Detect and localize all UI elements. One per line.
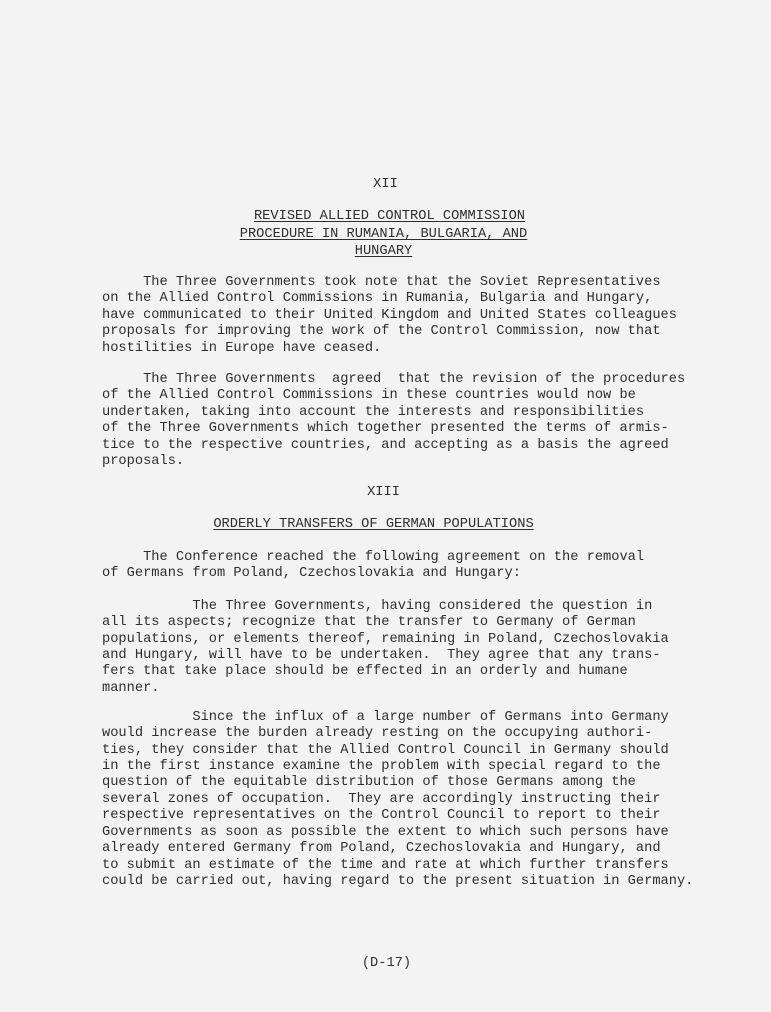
text-line: The Conference reached the following agreement on the removal bbox=[102, 550, 645, 565]
section-xii-heading-line-1: REVISED ALLIED CONTROL COMMISSION bbox=[253, 209, 526, 224]
page-number: (D-17) bbox=[361, 956, 412, 971]
text-line: of the Allied Control Commissions in these countries would now be bbox=[102, 388, 636, 403]
text-line: question of the equitable distribution of those Germans among the bbox=[102, 775, 636, 790]
text-line: The Three Governments took note that the Soviet Representatives bbox=[102, 275, 661, 290]
text-line: proposals. bbox=[102, 454, 185, 469]
text-line: Governments as soon as possible the extent to which such persons have bbox=[102, 825, 669, 840]
text-line: would increase the burden already resting on the occupying authori- bbox=[102, 726, 653, 741]
text-line: of the Three Governments which together presented the terms of armis- bbox=[102, 421, 669, 436]
text-line: ties, they consider that the Allied Control Council in Germany should bbox=[102, 743, 669, 758]
text-line: tice to the respective countries, and accepting as a basis the agreed bbox=[102, 438, 669, 453]
section-xiii-heading: ORDERLY TRANSFERS OF GERMAN POPULATIONS bbox=[213, 517, 534, 532]
section-xii-heading-line-2: PROCEDURE IN RUMANIA, BULGARIA, AND bbox=[239, 227, 528, 242]
text-line: fers that take place should be effected in an orderly and humane bbox=[102, 664, 628, 679]
text-line: proposals for improving the work of the Control Commission, now that bbox=[102, 324, 661, 339]
text-line: populations, or elements thereof, remaining in Poland, Czechoslovakia bbox=[102, 632, 669, 647]
text-line: in the first instance examine the problem with special regard to the bbox=[102, 759, 661, 774]
text-line: have communicated to their United Kingdom and United States colleagues bbox=[102, 308, 677, 323]
text-line: to submit an estimate of the time and rate at which further transfers bbox=[102, 858, 669, 873]
text-line: The Three Governments, having considered the question in bbox=[102, 599, 653, 614]
text-line: undertaken, taking into account the interests and responsibilities bbox=[102, 405, 645, 420]
text-line: manner. bbox=[102, 681, 160, 696]
section-xiii-numeral: XIII bbox=[367, 485, 400, 500]
text-line: several zones of occupation. They are accordingly instructing their bbox=[102, 792, 661, 807]
text-line: could be carried out, having regard to the present situation in Germany. bbox=[102, 874, 694, 889]
text-line: and Hungary, will have to be undertaken. They agree that any trans- bbox=[102, 648, 661, 663]
text-line: The Three Governments agreed that the revision of the procedures bbox=[102, 372, 686, 387]
text-line: respective representatives on the Control Council to report to their bbox=[102, 808, 661, 823]
text-line: already entered Germany from Poland, Czechoslovakia and Hungary, and bbox=[102, 841, 661, 856]
section-xii-heading-line-3: HUNGARY bbox=[354, 244, 413, 259]
text-line: on the Allied Control Commissions in Rumania, Bulgaria and Hungary, bbox=[102, 291, 653, 306]
text-line: hostilities in Europe have ceased. bbox=[102, 341, 382, 356]
section-xii-numeral: XII bbox=[373, 177, 398, 192]
text-line: Since the influx of a large number of Germans into Germany bbox=[102, 710, 669, 725]
text-line: all its aspects; recognize that the transfer to Germany of German bbox=[102, 615, 636, 630]
text-line: of Germans from Poland, Czechoslovakia and Hungary: bbox=[102, 566, 521, 581]
